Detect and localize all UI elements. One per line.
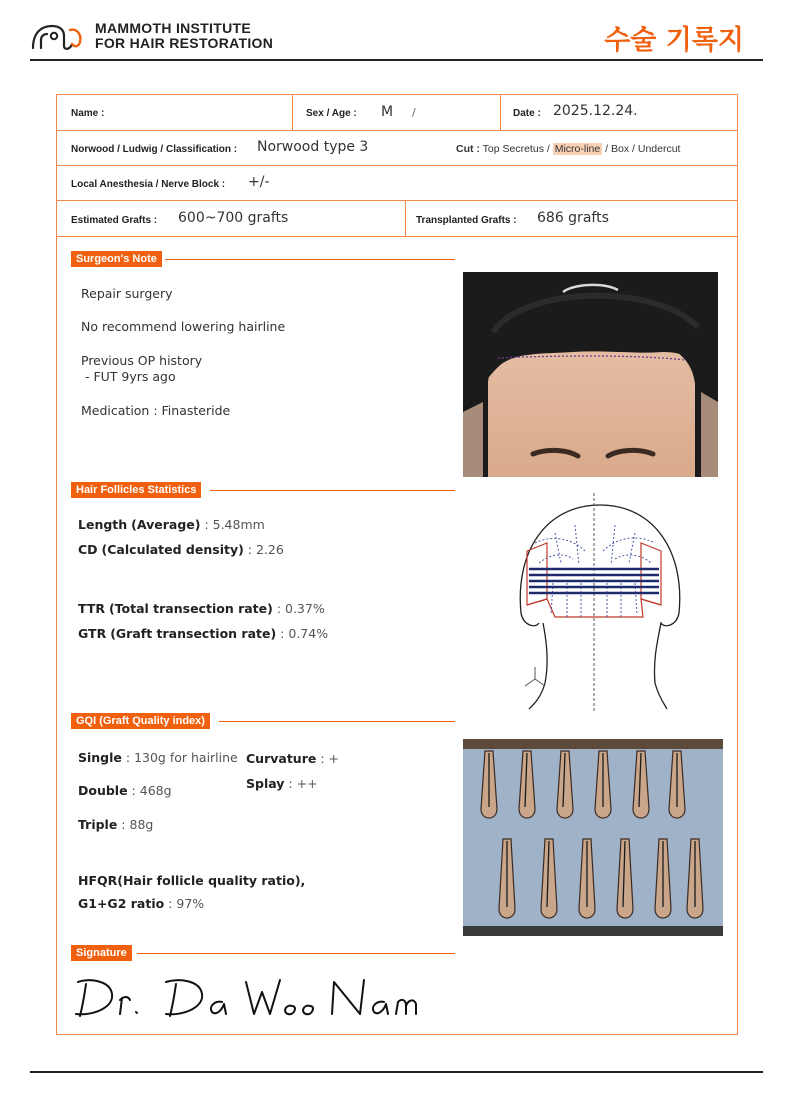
splay-label: Splay [246, 776, 285, 791]
row-divider [56, 165, 738, 166]
cut-separator: / [632, 143, 635, 155]
sex-age-label: Sex / Age : [306, 108, 357, 119]
ttr-paren: (Total transection rate) [108, 601, 273, 616]
gtr-label: GTR [78, 626, 107, 641]
gtr-stat [78, 626, 328, 641]
hfqr-stat [78, 873, 305, 888]
logo-line-2: FOR HAIR RESTORATION [95, 35, 274, 51]
surgeons-note-heading: Surgeon's Note [71, 251, 162, 267]
note-line: Previous OP history - FUT 9yrs ago [81, 353, 203, 384]
double-value: : 468g [127, 783, 172, 798]
triple-stat [78, 817, 153, 832]
col-divider [500, 94, 501, 130]
cd-paren: (Calculated density) [101, 542, 244, 557]
cut-separator: / [546, 143, 550, 155]
sex-field[interactable]: M [381, 104, 394, 120]
row-divider [56, 200, 738, 201]
cut-option-top-secretus[interactable]: Top Secretus [482, 143, 544, 155]
signature-heading: Signature [71, 945, 132, 961]
cut-options [456, 143, 680, 155]
splay-stat [246, 776, 318, 791]
section-rule [210, 490, 455, 491]
col-divider [292, 94, 293, 130]
length-label: Length [78, 517, 128, 532]
ttr-label: TTR [78, 601, 105, 616]
donor-area-head-diagram [515, 493, 685, 711]
curvature-stat [246, 751, 339, 766]
triple-value: : 88g [117, 817, 154, 832]
footer-rule [30, 1071, 763, 1073]
section-rule [165, 259, 455, 260]
classification-label: Norwood / Ludwig / Classification : [71, 144, 238, 155]
length-stat [78, 517, 265, 532]
g1g2-label: G1+G2 ratio [78, 896, 165, 911]
cd-label: CD [78, 542, 98, 557]
date-field[interactable]: 2025.12.24. [553, 103, 638, 119]
note-line: Medication : Finasteride [81, 403, 231, 418]
estimated-grafts-label: Estimated Grafts : [71, 215, 158, 226]
classification-field[interactable]: Norwood type 3 [257, 139, 369, 155]
anesthesia-label: Local Anesthesia / Nerve Block : [71, 179, 226, 190]
ttr-value: : 0.37% [272, 601, 325, 616]
transplanted-grafts-label: Transplanted Grafts : [416, 215, 517, 226]
note-line: Repair surgery [81, 286, 173, 301]
cd-value: : 2.26 [243, 542, 284, 557]
gqi-heading: GQI (Graft Quality index) [71, 713, 210, 729]
estimated-grafts-field[interactable]: 600~700 grafts [178, 210, 289, 226]
cut-option-undercut[interactable]: Undercut [637, 143, 681, 155]
age-separator: / [412, 106, 416, 119]
section-rule [137, 953, 455, 954]
mammoth-logo-icon [30, 20, 90, 52]
graft-microscope-photo [463, 739, 723, 936]
cut-option-micro-line[interactable]: Micro-line [554, 143, 601, 155]
g1g2-stat [78, 896, 204, 911]
hfqr-line: HFQR(Hair follicle quality ratio), [78, 873, 306, 888]
curvature-label: Curvature [246, 751, 317, 766]
hairline-photo [463, 272, 718, 477]
single-value: : 130g for hairline [121, 750, 238, 765]
row-divider [56, 236, 738, 237]
single-label: Single [78, 750, 122, 765]
gtr-paren: (Graft transection rate) [110, 626, 277, 641]
single-stat [78, 750, 238, 765]
section-rule [219, 721, 455, 722]
date-label: Date : [513, 108, 541, 119]
ttr-stat [78, 601, 325, 616]
g1g2-value: : 97% [164, 896, 205, 911]
double-label: Double [78, 783, 128, 798]
header-rule [30, 59, 763, 61]
col-divider [405, 200, 406, 236]
row-divider [56, 130, 738, 131]
length-paren: (Average) [131, 517, 201, 532]
curvature-value: : + [316, 751, 339, 766]
cut-separator: / [605, 143, 609, 155]
anesthesia-field[interactable]: +/- [248, 174, 270, 190]
cd-stat [78, 542, 284, 557]
note-line: No recommend lowering hairline [81, 319, 286, 334]
cut-label: Cut : [456, 143, 480, 155]
document-title: 수술 기록지 [604, 25, 744, 56]
logo-line-1: MAMMOTH INSTITUTE [95, 20, 251, 36]
length-value: : 5.48mm [200, 517, 265, 532]
splay-value: : ++ [284, 776, 318, 791]
transplanted-grafts-field[interactable]: 686 grafts [537, 210, 609, 226]
institute-name [95, 21, 273, 51]
name-label: Name : [71, 108, 105, 119]
cut-option-box[interactable]: Box [611, 143, 630, 155]
triple-label: Triple [78, 817, 118, 832]
double-stat [78, 783, 172, 798]
surgeon-signature [70, 970, 450, 1025]
follicle-statistics-heading: Hair Follicles Statistics [71, 482, 201, 498]
gtr-value: : 0.74% [276, 626, 329, 641]
